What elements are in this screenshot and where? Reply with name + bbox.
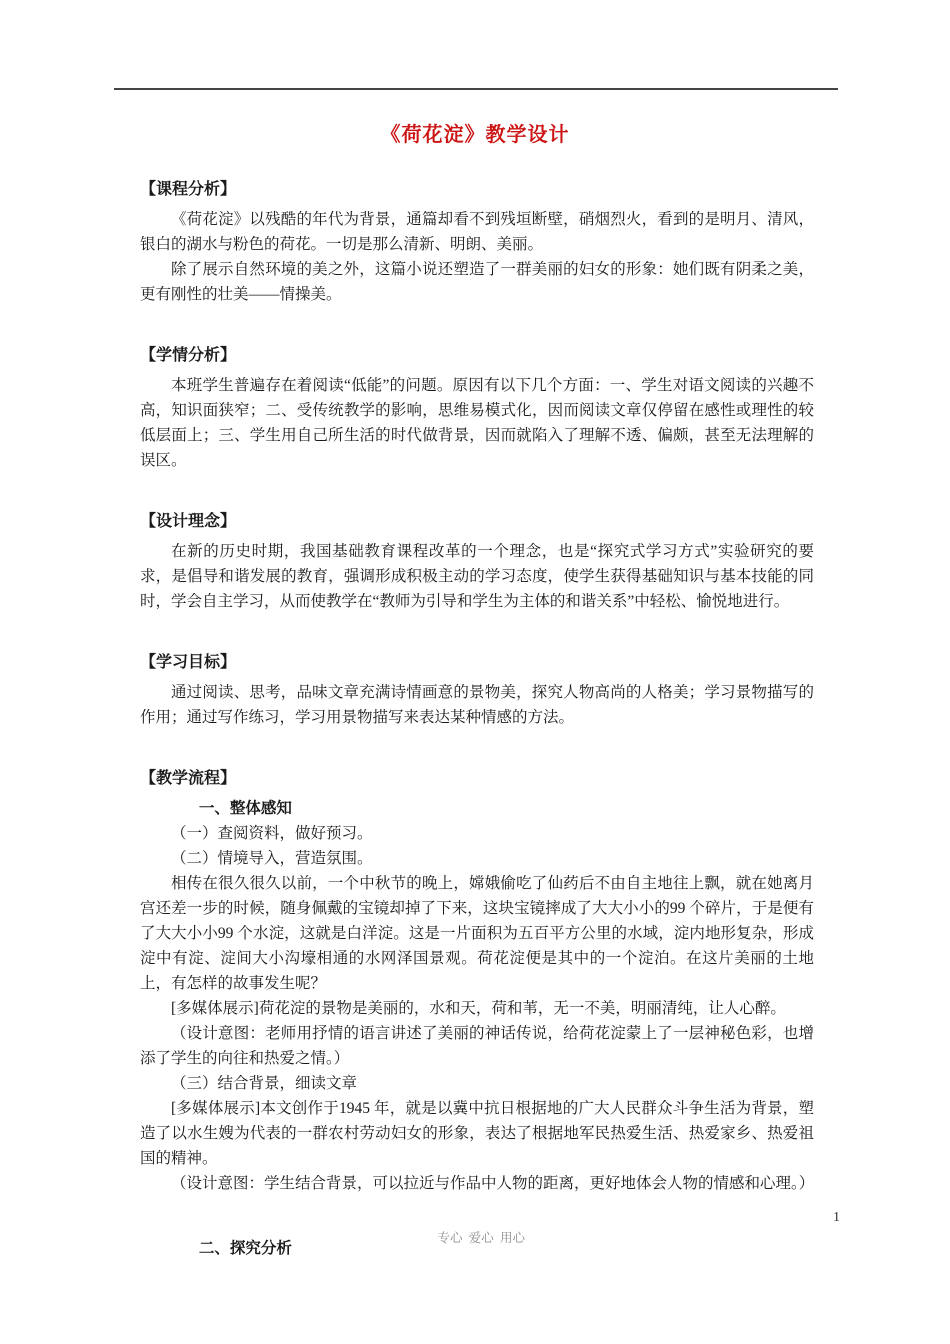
section — [140, 177, 814, 307]
paragraph: （二）情境导入，营造氛围。 — [171, 850, 373, 867]
paragraph: [多媒体展示]荷花淀的景物是美丽的，水和天，荷和苇，无一不美，明丽清纯，让人心醉。 — [171, 1000, 786, 1017]
document-body — [140, 177, 814, 1261]
sub-heading: 一、整体感知 — [198, 800, 292, 817]
section-heading: 【设计理念】 — [140, 513, 237, 530]
paragraph: 《荷花淀》以残酷的年代为背景，通篇却看不到残垣断壁，硝烟烈火，看到的是明月、清风，银白的湖水与粉色的荷花。一切是那么清新、明朗、美丽。 — [140, 211, 814, 253]
paragraph: 相传在很久很久以前，一个中秋节的晚上，嫦娥偷吃了仙药后不由自主地往上飘，就在她离月宫还差一步的时候，随身佩戴的宝镜却掉了下来，这块宝镜摔成了大大小小的99 个碎片，于是便有了大大小小99 个水淀，这就是白洋淀。这是一片面积为五百平方公里的水域，淀内地形复杂，形成淀中有淀、淀间大小沟壕相通的水网泽国景观。荷花淀便是其中的一个淀泊。在这片美丽的土地上，有怎样的故事发生呢？ — [140, 875, 814, 992]
paragraph: （设计意图：老师用抒情的语言讲述了美丽的神话传说，给荷花淀蒙上了一层神秘色彩，也增添了学生的向往和热爱之情。） — [140, 1025, 814, 1067]
paragraph: 通过阅读、思考，品味文章充满诗情画意的景物美，探究人物高尚的人格美；学习景物描写的作用；通过写作练习，学习用景物描写来表达某种情感的方法。 — [140, 684, 814, 726]
paragraph: 在新的历史时期，我国基础教育课程改革的一个理念，也是“探究式学习方式”实验研究的要求，是倡导和谐发展的教育，强调形成积极主动的学习态度，使学生获得基础知识与基本技能的同时，学会自主学习，从而使教学在“教师为引导和学生为主体的和谐关系”中轻松、愉悦地进行。 — [140, 543, 814, 610]
section-heading: 【学习目标】 — [140, 654, 237, 671]
section — [140, 509, 814, 614]
paragraph: [多媒体展示]本文创作于1945 年，就是以冀中抗日根据地的广大人民群众斗争生活为背景，塑造了以水生嫂为代表的一群农村劳动妇女的形象，表达了根据地军民热爱生活、热爱家乡、热爱祖国的精神。 — [140, 1100, 814, 1167]
footer-motto: 专心 爱心 用心 — [437, 1231, 525, 1245]
section — [140, 766, 814, 1261]
section-heading: 【学情分析】 — [140, 347, 237, 364]
section-heading: 【课程分析】 — [140, 181, 237, 198]
section — [140, 343, 814, 473]
paragraph: （一）查阅资料，做好预习。 — [171, 825, 373, 842]
paragraph: （三）结合背景，细读文章 — [171, 1075, 358, 1092]
section-heading: 【教学流程】 — [140, 770, 237, 787]
page-footer — [0, 1210, 950, 1276]
header-rule — [114, 88, 838, 90]
paragraph: 本班学生普遍存在着阅读“低能”的问题。原因有以下几个方面：一、学生对语文阅读的兴趣不高，知识面狭窄；二、受传统教学的影响，思维易模式化，因而阅读文章仅停留在感性或理性的较低层面上；三、学生用自己所生活的时代做背景，因而就陷入了理解不透、偏颇，甚至无法理解的误区。 — [140, 377, 814, 469]
paragraph: （设计意图：学生结合背景，可以拉近与作品中人物的距离，更好地体会人物的情感和心理。） — [171, 1175, 815, 1192]
sub-heading: 二、探究分析 — [198, 1240, 292, 1257]
page-number: 1 — [833, 1210, 840, 1225]
document-title: 《荷花淀》教学设计 — [380, 124, 570, 146]
paragraph: 除了展示自然环境的美之外，这篇小说还塑造了一群美丽的妇女的形象：她们既有阴柔之美，更有刚性的壮美——情操美。 — [140, 261, 814, 303]
section — [140, 650, 814, 730]
